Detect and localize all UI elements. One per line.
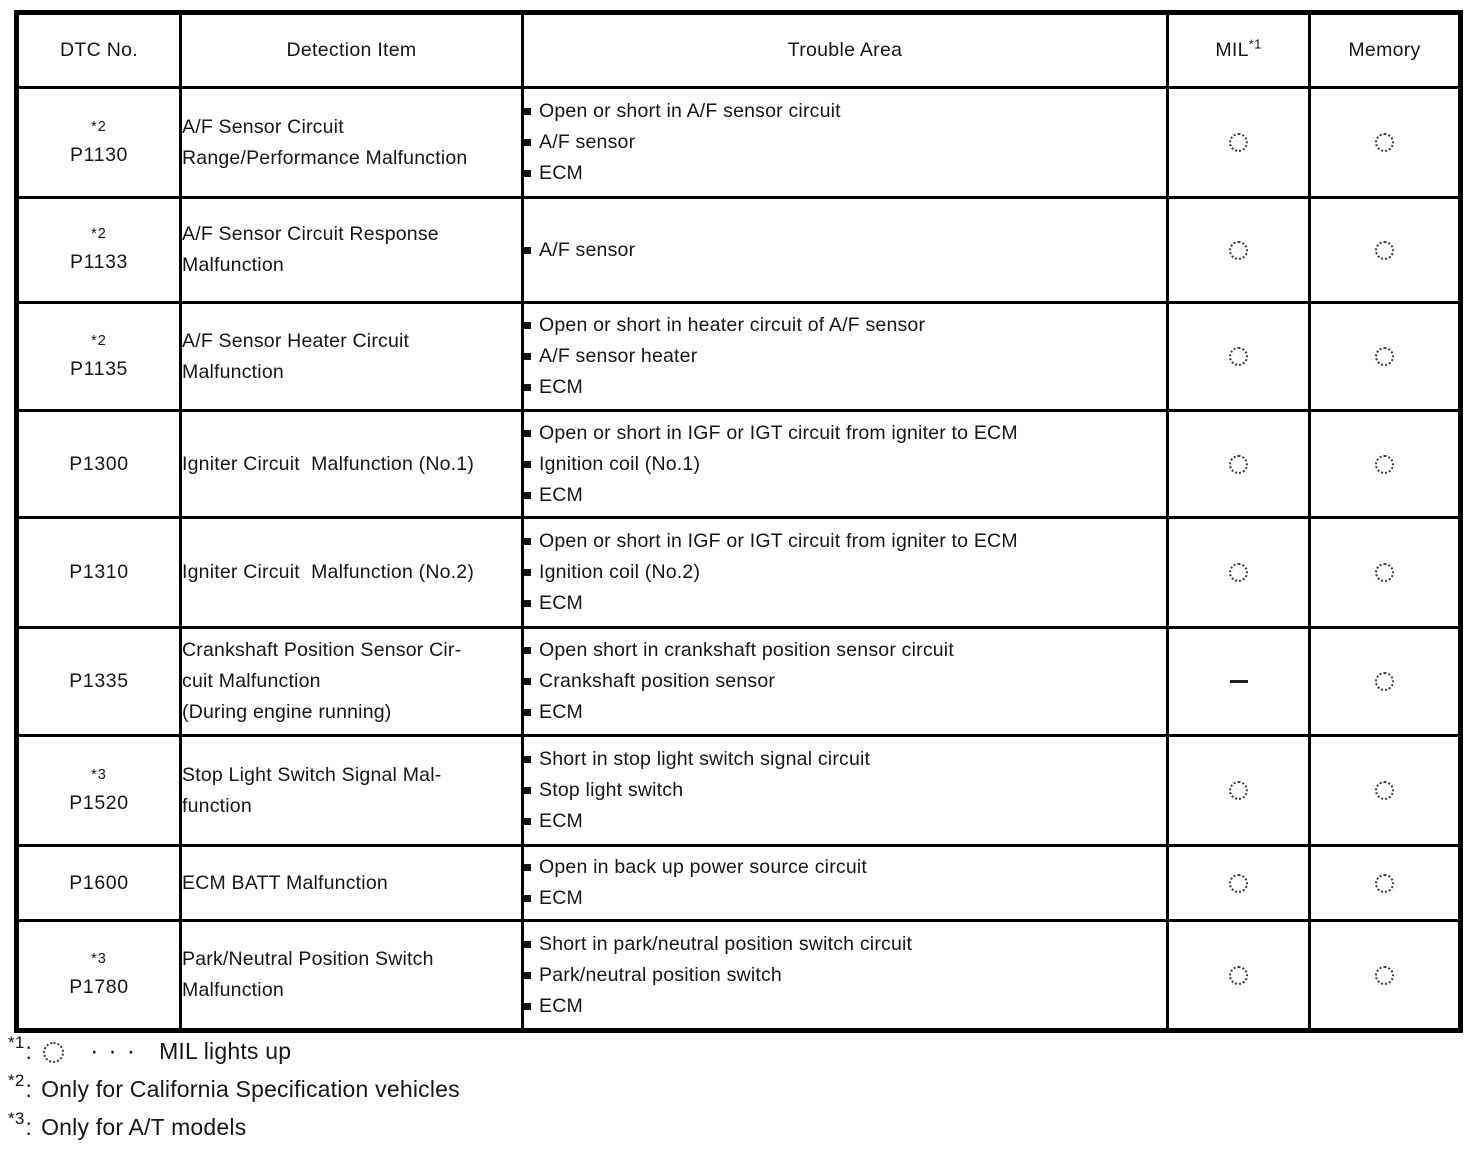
detection-item-line: A/F Sensor Heater Circuit	[182, 329, 410, 352]
trouble-item	[524, 341, 1166, 372]
dtc-cell	[17, 303, 181, 411]
mil-label: MIL	[1215, 39, 1249, 61]
detection-item-line: (During engine running)	[182, 701, 392, 723]
bullet-icon	[524, 322, 531, 329]
detection-item-cell	[181, 411, 523, 518]
trouble-area-cell	[523, 88, 1168, 198]
bullet-icon	[524, 1003, 531, 1010]
mil-cell	[1168, 846, 1310, 921]
col-header-detection-item: Detection Item	[181, 13, 523, 88]
footnote-dots: ···	[90, 1036, 146, 1065]
detection-item-line: Igniter Circuit Malfunction (No.2)	[182, 561, 475, 583]
trouble-item	[524, 372, 1166, 403]
dtc-code: P1133	[70, 251, 128, 273]
footnote-text: MIL lights up	[159, 1037, 292, 1064]
memory-circle-mark	[1375, 781, 1394, 800]
footnotes	[8, 1032, 460, 1146]
trouble-area-cell	[523, 921, 1168, 1031]
detection-item-line: function	[182, 794, 252, 817]
trouble-item-text: ECM	[539, 994, 583, 1017]
mil-circle-mark	[1229, 455, 1248, 474]
dtc-cell	[17, 736, 181, 846]
table-row	[17, 628, 1461, 736]
bullet-icon	[524, 972, 531, 979]
memory-cell	[1310, 736, 1461, 846]
detection-item-cell	[181, 736, 523, 846]
trouble-item-text: Open in back up power source circuit	[539, 856, 868, 878]
trouble-area-cell	[523, 198, 1168, 303]
bullet-icon	[524, 430, 531, 437]
bullet-icon	[524, 864, 531, 871]
bullet-icon	[524, 108, 531, 115]
footnote-marker: *3	[8, 1109, 25, 1128]
detection-item-cell	[181, 628, 523, 736]
dtc-code: P1310	[69, 561, 129, 583]
footnote-line	[8, 1108, 460, 1146]
bullet-icon	[524, 247, 531, 254]
dtc-code: P1780	[69, 976, 129, 998]
memory-circle-mark	[1375, 455, 1394, 474]
bullet-icon	[524, 818, 531, 825]
detection-item-line: Crankshaft Position Sensor Cir-	[182, 639, 462, 661]
trouble-area-cell	[523, 411, 1168, 518]
trouble-item-text: ECM	[539, 376, 583, 398]
bullet-icon	[524, 170, 531, 177]
trouble-item	[524, 775, 1166, 806]
detection-item-line: Malfunction	[182, 360, 284, 383]
mil-circle-mark	[1229, 781, 1248, 800]
dtc-code: P1600	[69, 871, 129, 894]
trouble-item	[524, 883, 1166, 914]
trouble-area-cell	[523, 518, 1168, 628]
table-row	[17, 846, 1461, 921]
trouble-area-cell	[523, 628, 1168, 736]
trouble-item-text: ECM	[539, 887, 583, 909]
trouble-item-text: Open or short in heater circuit of A/F sensor	[539, 314, 926, 336]
trouble-item	[524, 158, 1166, 189]
table-row	[17, 411, 1461, 518]
mil-circle-mark	[1229, 874, 1248, 893]
memory-cell	[1310, 411, 1461, 518]
footnote-line	[8, 1032, 460, 1070]
dtc-cell	[17, 411, 181, 518]
memory-cell	[1310, 921, 1461, 1031]
memory-cell	[1310, 88, 1461, 198]
detection-item-line: cuit Malfunction	[182, 670, 321, 692]
trouble-item-text: Open short in crankshaft position sensor circuit	[539, 639, 954, 661]
bullet-icon	[524, 461, 531, 468]
trouble-item-text: ECM	[539, 162, 583, 184]
dtc-table-header	[17, 13, 1461, 88]
trouble-item	[524, 991, 1166, 1022]
memory-circle-mark	[1375, 966, 1394, 985]
trouble-item-text: Crankshaft position sensor	[539, 670, 776, 692]
bullet-icon	[524, 600, 531, 607]
detection-item-cell	[181, 518, 523, 628]
trouble-item	[524, 449, 1166, 480]
trouble-item	[524, 235, 1166, 266]
mil-circle-mark	[1229, 563, 1248, 582]
col-header-trouble-area: Trouble Area	[523, 13, 1168, 88]
col-header-memory: Memory	[1310, 13, 1461, 88]
trouble-item-text: Ignition coil (No.1)	[539, 452, 701, 475]
bullet-icon	[524, 895, 531, 902]
detection-item-cell	[181, 846, 523, 921]
dtc-cell	[17, 846, 181, 921]
trouble-item-text: Ignition coil (No.2)	[539, 561, 701, 583]
mil-cell	[1168, 198, 1310, 303]
mil-cell	[1168, 628, 1310, 736]
memory-cell	[1310, 303, 1461, 411]
trouble-item-text: ECM	[539, 701, 583, 723]
detection-item-line: ECM BATT Malfunction	[182, 871, 388, 894]
mil-cell	[1168, 303, 1310, 411]
bullet-icon	[524, 139, 531, 146]
mil-circle-mark	[1229, 241, 1248, 260]
col-header-mil	[1168, 13, 1310, 88]
trouble-area-cell	[523, 736, 1168, 846]
trouble-item-text: Open or short in IGF or IGT circuit from igniter to ECM	[539, 421, 1018, 444]
trouble-item	[524, 588, 1166, 619]
dtc-table-body	[17, 88, 1461, 1031]
trouble-item	[524, 480, 1166, 511]
header-row	[17, 13, 1461, 88]
memory-circle-mark	[1375, 874, 1394, 893]
mil-cell	[1168, 921, 1310, 1031]
dtc-footnote-marker: *2	[91, 332, 107, 349]
bullet-icon	[524, 709, 531, 716]
mil-circle-mark	[1229, 133, 1248, 152]
trouble-item	[524, 127, 1166, 158]
memory-cell	[1310, 628, 1461, 736]
trouble-item	[524, 418, 1166, 449]
bullet-icon	[524, 647, 531, 654]
detection-item-cell	[181, 198, 523, 303]
bullet-icon	[524, 492, 531, 499]
detection-item-line: A/F Sensor Circuit	[182, 115, 344, 138]
bullet-icon	[524, 787, 531, 794]
footnote-separator: :	[25, 1113, 33, 1140]
dtc-cell	[17, 628, 181, 736]
mil-circle-mark	[1229, 966, 1248, 985]
footnote-separator: :	[25, 1037, 33, 1064]
mil-footnote-ref: *1	[1248, 36, 1262, 52]
mil-cell	[1168, 411, 1310, 518]
memory-cell	[1310, 846, 1461, 921]
mil-cell	[1168, 518, 1310, 628]
trouble-item	[524, 806, 1166, 837]
trouble-item-text: ECM	[539, 592, 583, 614]
trouble-item-text: ECM	[539, 810, 583, 832]
bullet-icon	[524, 353, 531, 360]
detection-item-cell	[181, 88, 523, 198]
detection-item-line: Igniter Circuit Malfunction (No.1)	[182, 452, 475, 475]
trouble-item	[524, 666, 1166, 697]
detection-item-line: Stop Light Switch Signal Mal-	[182, 763, 442, 786]
trouble-item-text: Short in stop light switch signal circuit	[539, 748, 871, 770]
trouble-item-text: Short in park/neutral position switch circuit	[539, 932, 913, 955]
table-row	[17, 736, 1461, 846]
footnote-marker: *1	[8, 1033, 25, 1052]
memory-circle-mark	[1375, 563, 1394, 582]
table-row	[17, 518, 1461, 628]
dtc-code: P1130	[70, 143, 128, 166]
dtc-table	[14, 10, 1463, 1033]
dtc-cell	[17, 198, 181, 303]
trouble-area-cell	[523, 846, 1168, 921]
footnote-text: Only for A/T models	[41, 1113, 247, 1140]
table-row	[17, 198, 1461, 303]
memory-cell	[1310, 518, 1461, 628]
trouble-item-text: Park/neutral position switch	[539, 963, 782, 986]
trouble-item	[524, 635, 1166, 666]
trouble-item	[524, 929, 1166, 960]
detection-item-line: Park/Neutral Position Switch	[182, 948, 434, 970]
trouble-item	[524, 310, 1166, 341]
trouble-item-text: A/F sensor	[539, 238, 636, 261]
bullet-icon	[524, 384, 531, 391]
trouble-item	[524, 697, 1166, 728]
footnote-text: Only for California Specification vehicles	[41, 1075, 460, 1102]
trouble-item-text: A/F sensor	[539, 131, 636, 153]
dtc-code: P1335	[69, 670, 129, 692]
mil-circle-mark	[1229, 347, 1248, 366]
dtc-footnote-marker: *3	[91, 766, 107, 783]
bullet-icon	[524, 538, 531, 545]
footnote-marker: *2	[8, 1071, 25, 1090]
dtc-cell	[17, 88, 181, 198]
trouble-item-text: Stop light switch	[539, 779, 684, 801]
bullet-icon	[524, 569, 531, 576]
detection-item-line: A/F Sensor Circuit Response	[182, 223, 439, 245]
memory-cell	[1310, 198, 1461, 303]
memory-circle-mark	[1375, 241, 1394, 260]
mil-dash-mark	[1230, 680, 1248, 683]
trouble-item	[524, 557, 1166, 588]
dtc-code: P1135	[70, 357, 128, 380]
trouble-item	[524, 96, 1166, 127]
dtc-footnote-marker: *2	[91, 226, 107, 242]
dtc-footnote-marker: *2	[91, 118, 107, 135]
trouble-item	[524, 852, 1166, 883]
bullet-icon	[524, 678, 531, 685]
trouble-item	[524, 744, 1166, 775]
detection-item-cell	[181, 303, 523, 411]
mil-cell	[1168, 736, 1310, 846]
col-header-dtc-no: DTC No.	[17, 13, 181, 88]
dtc-code: P1300	[69, 452, 129, 475]
mil-circle-icon	[43, 1042, 64, 1063]
dtc-cell	[17, 518, 181, 628]
memory-circle-mark	[1375, 672, 1394, 691]
bullet-icon	[524, 941, 531, 948]
table-row	[17, 88, 1461, 198]
trouble-item-text: A/F sensor heater	[539, 345, 698, 367]
trouble-item-text: Open or short in IGF or IGT circuit from igniter to ECM	[539, 530, 1018, 552]
trouble-item-text: Open or short in A/F sensor circuit	[539, 100, 841, 122]
bullet-icon	[524, 756, 531, 763]
table-row	[17, 921, 1461, 1031]
footnote-line	[8, 1070, 460, 1108]
footnote-separator: :	[25, 1075, 33, 1102]
detection-item-line: Range/Performance Malfunction	[182, 146, 468, 169]
trouble-item-text: ECM	[539, 483, 583, 506]
dtc-code: P1520	[69, 791, 129, 814]
trouble-item	[524, 526, 1166, 557]
trouble-item	[524, 960, 1166, 991]
memory-circle-mark	[1375, 133, 1394, 152]
dtc-footnote-marker: *3	[91, 951, 107, 967]
detection-item-line: Malfunction	[182, 979, 284, 1001]
memory-circle-mark	[1375, 347, 1394, 366]
detection-item-line: Malfunction	[182, 254, 284, 276]
detection-item-cell	[181, 921, 523, 1031]
mil-cell	[1168, 88, 1310, 198]
trouble-area-cell	[523, 303, 1168, 411]
dtc-cell	[17, 921, 181, 1031]
table-row	[17, 303, 1461, 411]
